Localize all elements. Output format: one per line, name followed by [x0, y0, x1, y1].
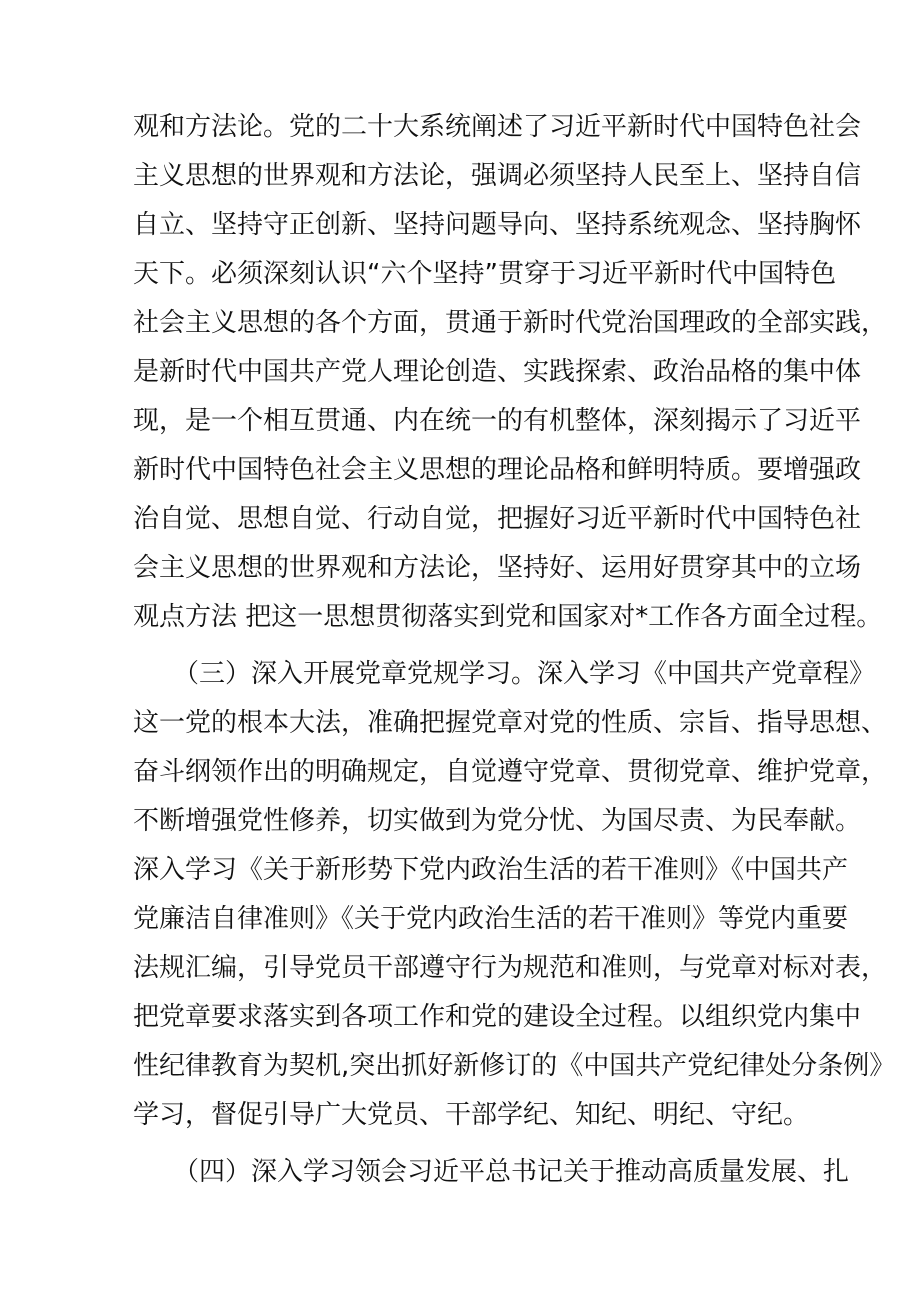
text-line: 治自觉、思想自觉、行动自觉，把握好习近平新时代中国特色社: [133, 504, 862, 534]
text-line: 会主义思想的世界观和方法论，坚持好、运用好贯穿其中的立场: [133, 553, 862, 583]
text-line: 深入学习《关于新形势下党内政治生活的若干准则》《中国共产: [133, 855, 849, 885]
text-line: 新时代中国特色社会主义思想的理论品格和鲜明特质。要增强政: [133, 455, 862, 485]
text-line: 不断增强党性修养，切实做到为党分忧、为国尽责、为民奉献。: [133, 806, 862, 836]
text-line: 现，是一个相互贯通、内在统一的有机整体，深刻揭示了习近平: [133, 406, 862, 436]
text-line: 党廉洁自律准则》《关于党内政治生活的若干准则》等党内重要: [133, 904, 849, 934]
text-line: 法规汇编，引导党员干部遵守行为规范和准则，与党章对标对表，: [133, 953, 888, 983]
text-line: 学习，督促引导广大党员、干部学纪、知纪、明纪、守纪。: [133, 1100, 810, 1130]
body-text: [133, 103, 896, 1197]
text-line: 主义思想的世界观和方法论，强调必须坚持人民至上、坚持自信: [133, 161, 862, 191]
text-line: 是新时代中国共产党人理论创造、实践探索、政治品格的集中体: [133, 357, 862, 387]
text-line: 观和方法论。党的二十大系统阐述了习近平新时代中国特色社会: [133, 112, 862, 142]
text-line: 天下。必须深刻认识“六个坚持”贯穿于习近平新时代中国特色: [133, 259, 836, 289]
section-heading-3: （三）深入开展党章党规学习。深入学习《中国共产党章程》: [173, 659, 876, 689]
text-line: 自立、坚持守正创新、坚持问题导向、坚持系统观念、坚持胸怀: [133, 210, 862, 240]
text-line: 性纪律教育为契机,突出抓好新修订的《中国共产党纪律处分条例》: [133, 1051, 896, 1081]
text-line: 把党章要求落实到各项工作和党的建设全过程。以组织党内集中: [133, 1002, 862, 1032]
text-line: 奋斗纲领作出的明确规定，自觉遵守党章、贯彻党章、维护党章，: [133, 757, 888, 787]
text-line: 这一党的根本大法，准确把握党章对党的性质、宗旨、指导思想、: [133, 708, 888, 738]
text-line: 社会主义思想的各个方面，贯通于新时代党治国理政的全部实践，: [133, 308, 888, 338]
text-line: 观点方法 把这一思想贯彻落实到党和国家对*工作各方面全过程。: [133, 602, 883, 632]
section-heading-4: （四）深入学习领会习近平总书记关于推动高质量发展、扎: [173, 1157, 850, 1187]
